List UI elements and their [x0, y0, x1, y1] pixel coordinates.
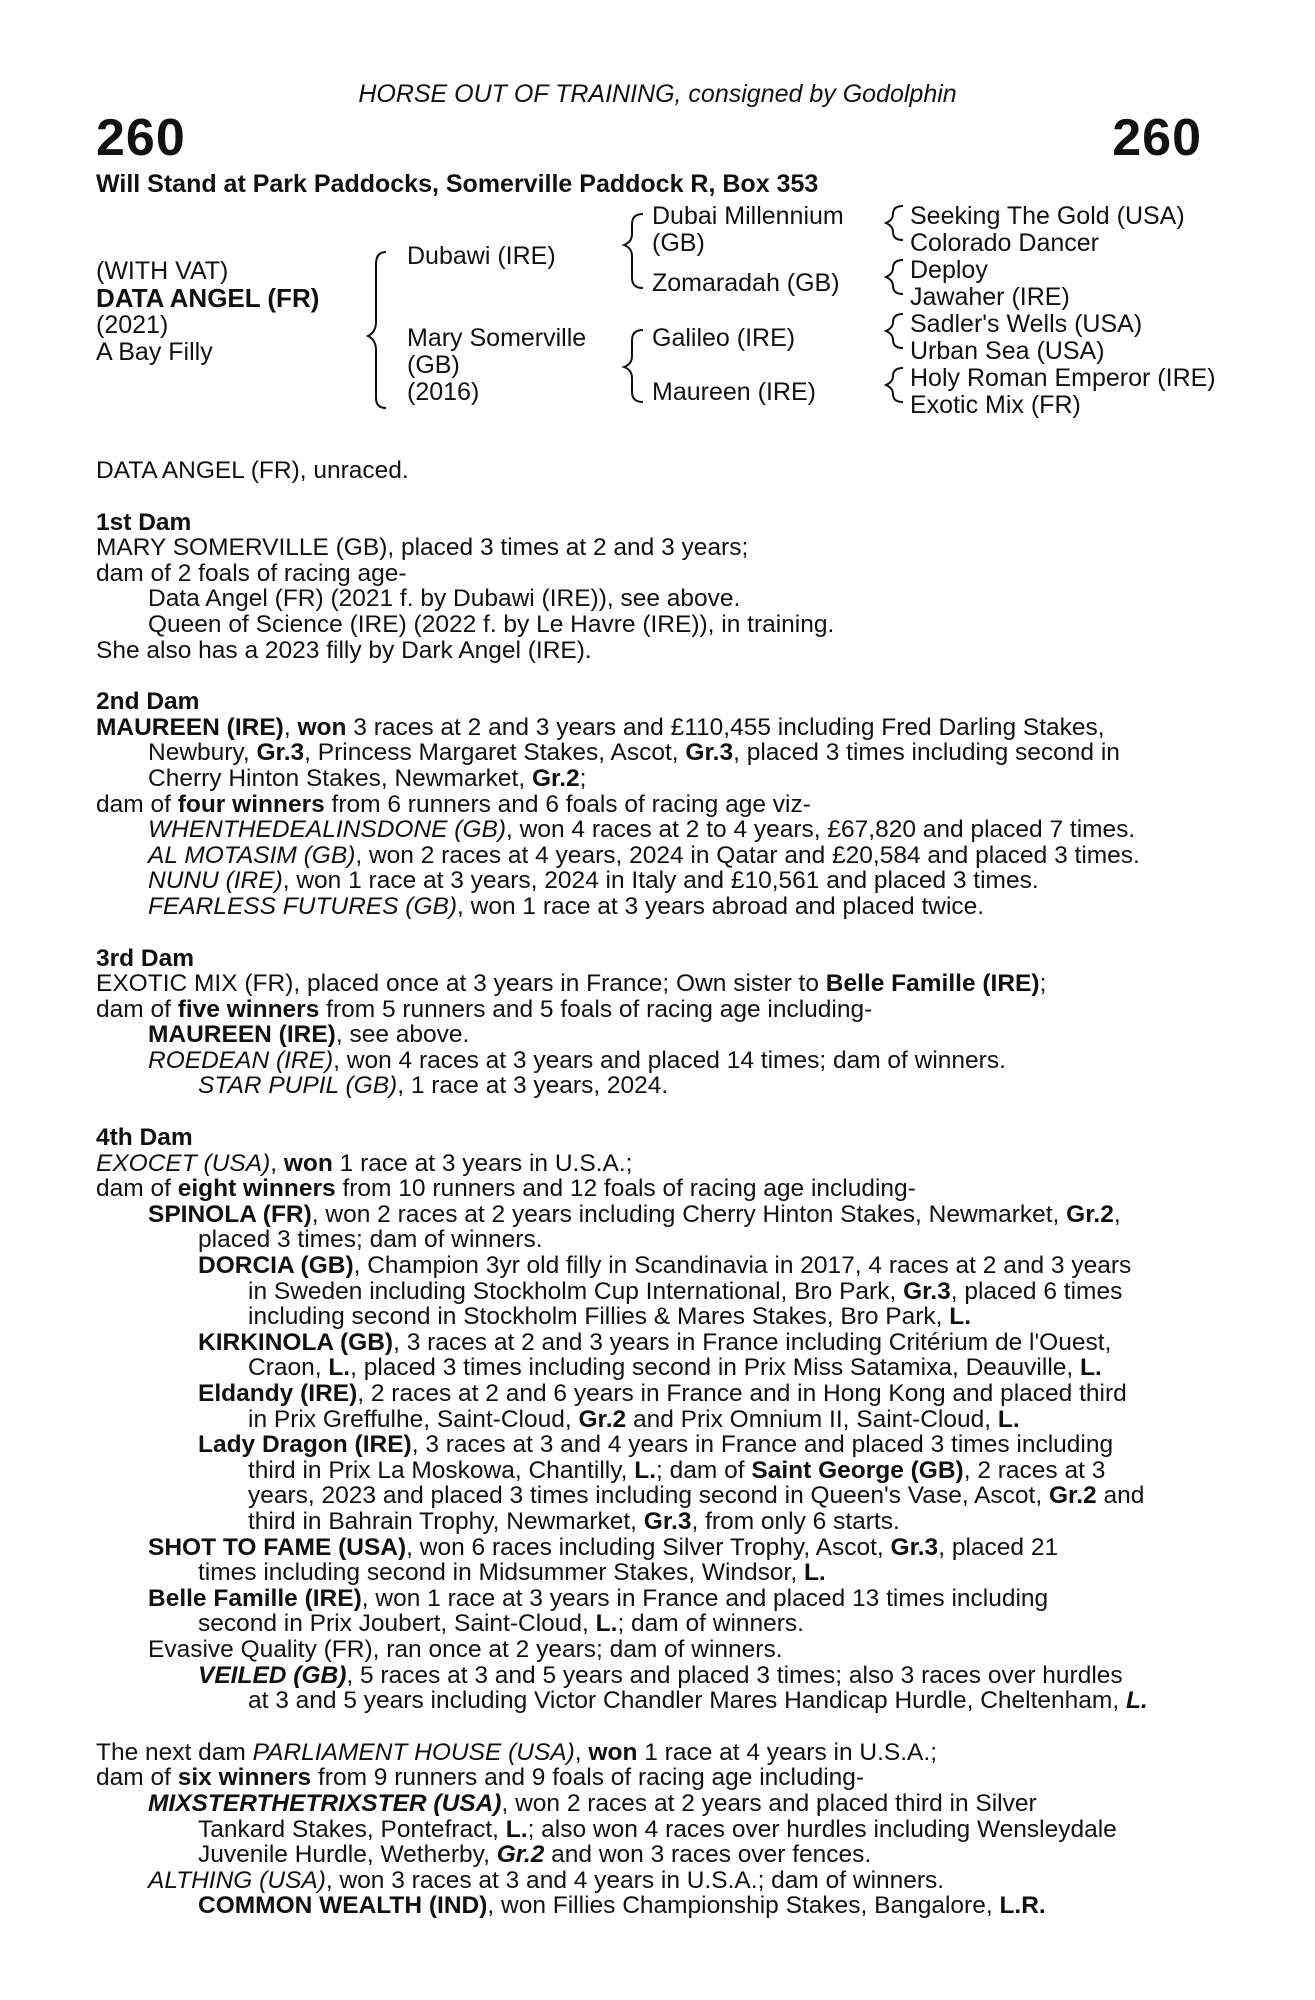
- text-run: dam of: [96, 1764, 178, 1792]
- text-run: third in Bahrain Trophy, Newmarket,: [248, 1507, 644, 1535]
- text-run: dam of: [96, 1175, 178, 1203]
- fourth-dam-line: [96, 1151, 1216, 1177]
- fourth-dam-grandproduce: [96, 1432, 1216, 1458]
- grade-label: Gr.3: [685, 739, 734, 767]
- text-run: , won 1 race at 3 years, 2024 in Italy and £10,561 and placed 3 times.: [282, 867, 1039, 895]
- first-dam-heading: 1st Dam: [96, 508, 192, 536]
- horse-name: DATA ANGEL (FR): [96, 283, 320, 313]
- intro-line: DATA ANGEL (FR), unraced.: [96, 457, 409, 484]
- horse-name: VEILED (GB): [198, 1661, 347, 1689]
- text-run: , won 6 races including Silver Trophy, Ascot,: [406, 1533, 891, 1561]
- grade-label: Gr.3: [903, 1277, 951, 1305]
- grade-label: Gr.3: [890, 1533, 939, 1561]
- fourth-dam-grandproduce: [96, 1663, 1216, 1689]
- fourth-dam-grandproduce-cont: [96, 1355, 1216, 1381]
- text-run: second in Prix Joubert, Saint-Cloud,: [198, 1610, 596, 1638]
- grade-label: L.: [1125, 1687, 1148, 1715]
- text-run: and won 3 races over fences.: [544, 1841, 872, 1869]
- horse-name: SHOT TO FAME (USA): [148, 1533, 407, 1561]
- horse-description: A Bay Filly: [96, 338, 213, 366]
- fourth-dam-grandproduce-cont: [96, 1483, 1216, 1509]
- text-run: ;: [579, 764, 587, 792]
- next-dam-produce: [96, 1791, 1216, 1817]
- fourth-dam-grandproduce: [96, 1330, 1216, 1356]
- text-run: , placed 6 times: [950, 1277, 1123, 1305]
- horse-name: STAR PUPIL (GB): [198, 1072, 398, 1100]
- pedigree-sire-sire-line2: (GB): [652, 229, 705, 257]
- text-run: , won 1 race at 3 years in France and placed 13 times including: [361, 1584, 1049, 1612]
- fourth-dam-grandproduce-cont: [96, 1407, 1216, 1433]
- text-run: EXOTIC MIX (FR), placed once at 3 years in France; Own sister to: [96, 970, 826, 998]
- fourth-dam-grandproduce-cont: [96, 1509, 1216, 1535]
- pedigree-sire: Dubawi (IRE): [407, 242, 556, 270]
- text-run: , 5 races at 3 and 5 years and placed 3 times; also 3 races over hurdles: [346, 1661, 1123, 1689]
- pedigree-gen3-5: Sadler's Wells (USA): [910, 310, 1143, 338]
- horse-name: Lady Dragon (IRE): [198, 1431, 412, 1459]
- first-dam-line: dam of 2 foals of racing age-: [96, 559, 407, 587]
- fourth-dam-produce-cont: [96, 1611, 1216, 1637]
- text-run: dam of: [96, 995, 178, 1023]
- text-run: ,: [574, 1738, 589, 1766]
- horse-name: KIRKINOLA (GB): [198, 1328, 394, 1356]
- second-dam-heading: 2nd Dam: [96, 688, 200, 716]
- horse-name: Belle Famille (IRE): [148, 1584, 362, 1612]
- fourth-dam-produce: Evasive Quality (FR), ran once at 2 years; dam of winners.: [148, 1635, 783, 1663]
- won-label: won: [297, 713, 347, 741]
- text-run: , Champion 3yr old filly in Scandinavia in 2017, 4 races at 2 and 3 years: [353, 1252, 1132, 1280]
- won-label: won: [283, 1149, 333, 1177]
- text-run: including second in Stockholm Fillies & Mares Stakes, Bro Park,: [248, 1303, 950, 1331]
- text-run: , won 2 races at 2 years and placed third in Silver: [501, 1789, 1037, 1817]
- grade-label: Gr.2: [1048, 1482, 1097, 1510]
- text-run: , won 4 races at 2 to 4 years, £67,820 and placed 7 times.: [506, 816, 1136, 844]
- text-run: , won 1 race at 3 years abroad and placed twice.: [457, 892, 985, 920]
- text-run: 3 races at 2 and 3 years and £110,455 including Fred Darling Stakes,: [346, 713, 1105, 741]
- grade-label: L.: [1080, 1354, 1102, 1382]
- next-dam-produce-cont: [96, 1817, 1216, 1843]
- second-dam-line: [96, 740, 1216, 766]
- fourth-dam-grandproduce-cont: [96, 1304, 1216, 1330]
- fourth-dam-grandproduce-cont: [96, 1688, 1216, 1714]
- third-dam-produce: [96, 1073, 1216, 1099]
- first-dam-produce: Queen of Science (IRE) (2022 f. by Le Havre (IRE)), in training.: [148, 610, 835, 638]
- fourth-dam-line: [96, 1176, 1216, 1202]
- grade-label: Gr.2: [531, 764, 580, 792]
- grade-label: L.: [634, 1456, 657, 1484]
- grade-label: L.: [997, 1405, 1020, 1433]
- text-run: 1 race at 4 years in U.S.A.;: [637, 1738, 937, 1766]
- pedigree-dam-line2: (GB): [407, 351, 460, 379]
- text-run: , won 2 races at 4 years, 2024 in Qatar and £20,584 and placed 3 times.: [355, 841, 1140, 869]
- grade-label: L.: [505, 1815, 528, 1843]
- grade-label: Gr.3: [643, 1507, 692, 1535]
- first-dam-line: MARY SOMERVILLE (GB), placed 3 times at 2 and 3 years;: [96, 534, 749, 562]
- horse-year: (2021): [96, 311, 169, 339]
- horse-name: ROEDEAN (IRE): [148, 1046, 334, 1074]
- text-run: dam of: [96, 790, 178, 818]
- lot-number-left: 260: [96, 109, 186, 167]
- horse-name: FEARLESS FUTURES (GB): [148, 892, 458, 920]
- text-run: , 2 races at 2 and 6 years in France and in Hong Kong and placed third: [357, 1380, 1127, 1407]
- text-run: , won 4 races at 3 years and placed 14 times; dam of winners.: [333, 1046, 1006, 1074]
- page-header-title: HORSE OUT OF TRAINING, consigned by Godolphin: [358, 80, 957, 108]
- grade-label: L.: [595, 1610, 618, 1638]
- text-run: ; dam of: [656, 1456, 752, 1484]
- horse-name: MAUREEN (IRE): [96, 713, 284, 741]
- text-run: ,: [270, 1149, 284, 1177]
- horse-name: SPINOLA (FR): [148, 1200, 312, 1228]
- horse-name: Eldandy (IRE): [198, 1380, 358, 1407]
- text-run: , placed 3 times including second in: [733, 739, 1120, 767]
- won-label: won: [588, 1738, 638, 1766]
- text-run: in Prix Greffulhe, Saint-Cloud,: [248, 1405, 579, 1433]
- next-dam-produce: [96, 1868, 1216, 1894]
- horse-name: Belle Famille (IRE): [825, 970, 1040, 998]
- fourth-dam-heading: 4th Dam: [96, 1124, 193, 1152]
- pedigree-dam-sire: Galileo (IRE): [652, 324, 796, 352]
- fourth-dam-produce: [96, 1535, 1216, 1561]
- fourth-dam-grandproduce: [96, 1381, 1216, 1407]
- horse-name: MIXSTERTHETRIXSTER (USA): [148, 1789, 502, 1817]
- second-dam-produce: [96, 868, 1216, 894]
- third-dam-heading: 3rd Dam: [96, 944, 195, 972]
- horse-name: Saint George (GB): [751, 1456, 964, 1484]
- text-run: ;: [1039, 970, 1047, 998]
- second-dam-produce: [96, 817, 1216, 843]
- pedigree-dam-line3: (2016): [407, 378, 480, 406]
- horse-name: MAUREEN (IRE): [148, 1021, 336, 1049]
- pedigree-gen3-3: Deploy: [910, 256, 988, 284]
- text-run: , from only 6 starts.: [691, 1507, 900, 1535]
- text-run: from 6 runners and 6 foals of racing age viz-: [324, 790, 811, 818]
- third-dam-produce: [96, 1048, 1216, 1074]
- text-run: from 5 runners and 5 foals of racing age including-: [319, 995, 873, 1023]
- next-dam-line: [96, 1765, 1216, 1791]
- text-run: The next dam: [96, 1738, 253, 1766]
- pedigree-dam-dam: Maureen (IRE): [652, 378, 816, 406]
- grade-label: L.: [949, 1303, 972, 1331]
- third-dam-line: [96, 997, 1216, 1023]
- grade-label: Gr.2: [496, 1841, 545, 1869]
- text-run: 1 race at 3 years in U.S.A.;: [332, 1149, 633, 1177]
- lot-number-right: 260: [1112, 109, 1202, 167]
- text-run: , see above.: [335, 1021, 470, 1049]
- grade-label: Gr.3: [256, 739, 305, 767]
- pedigree-gen3-8: Exotic Mix (FR): [910, 391, 1081, 419]
- vat-note: (WITH VAT): [96, 257, 229, 285]
- first-dam-line: She also has a 2023 filly by Dark Angel (IRE).: [96, 636, 592, 664]
- text-run: from 9 runners and 9 foals of racing age including-: [311, 1764, 865, 1792]
- text-run: in Sweden including Stockholm Cup International, Bro Park,: [248, 1277, 904, 1305]
- fourth-dam-produce: [96, 1202, 1216, 1228]
- second-dam-produce: [96, 894, 1216, 920]
- text-run: Craon,: [248, 1354, 329, 1382]
- text-run: years, 2023 and placed 3 times including second in Queen's Vase, Ascot,: [248, 1482, 1049, 1510]
- horse-name: WHENTHEDEALINSDONE (GB): [148, 816, 507, 844]
- fourth-dam-produce-cont: [96, 1560, 1216, 1586]
- fourth-dam-grandproduce-cont: [96, 1458, 1216, 1484]
- horse-name: COMMON WEALTH (IND): [198, 1892, 488, 1920]
- text-run: from 10 runners and 12 foals of racing age including-: [335, 1175, 916, 1203]
- pedigree-gen3-2: Colorado Dancer: [910, 229, 1099, 257]
- pedigree-gen3-7: Holy Roman Emperor (IRE): [910, 364, 1216, 392]
- text-run: ,: [1113, 1200, 1121, 1228]
- catalogue-body: [96, 458, 1216, 1919]
- horse-name: PARLIAMENT HOUSE (USA): [252, 1738, 575, 1766]
- next-dam-line: [96, 1740, 1216, 1766]
- text-run: , won Fillies Championship Stakes, Bangalore,: [487, 1892, 1000, 1920]
- second-dam-produce: [96, 843, 1216, 869]
- pedigree-sire-sire-line1: Dubai Millennium: [652, 202, 844, 230]
- grade-label: Gr.2: [578, 1405, 627, 1433]
- grade-label: Gr.2: [1066, 1200, 1114, 1228]
- first-dam-produce: Data Angel (FR) (2021 f. by Dubawi (IRE)), see above.: [148, 585, 741, 613]
- text-run: and: [1096, 1482, 1145, 1510]
- third-dam-produce: [96, 1022, 1216, 1048]
- winners-count: six winners: [177, 1764, 312, 1792]
- horse-name: AL MOTASIM (GB): [148, 841, 356, 869]
- text-run: , 3 races at 3 and 4 years in France and placed 3 times including: [411, 1431, 1114, 1459]
- grade-label: L.: [328, 1354, 351, 1382]
- fourth-dam-produce: [96, 1586, 1216, 1612]
- horse-name: NUNU (IRE): [148, 867, 283, 895]
- text-run: Juvenile Hurdle, Wetherby,: [198, 1841, 497, 1869]
- pedigree-gen3-4: Jawaher (IRE): [910, 283, 1070, 311]
- text-run: ; dam of winners.: [617, 1610, 804, 1638]
- horse-name: EXOCET (USA): [96, 1149, 271, 1177]
- winners-count: eight winners: [177, 1175, 336, 1203]
- text-run: Cherry Hinton Stakes, Newmarket,: [148, 764, 532, 792]
- text-run: , 3 races at 2 and 3 years in France including Critérium de l'Ouest,: [393, 1328, 1112, 1356]
- text-run: ; also won 4 races over hurdles including Wensleydale: [527, 1815, 1117, 1843]
- second-dam-line: [96, 766, 1216, 792]
- pedigree-dam-line1: Mary Somerville: [407, 324, 587, 352]
- text-run: times including second in Midsummer Stakes, Windsor,: [198, 1559, 804, 1587]
- next-dam-produce-cont: [96, 1842, 1216, 1868]
- second-dam-line: [96, 792, 1216, 818]
- pedigree-gen3-6: Urban Sea (USA): [910, 337, 1105, 365]
- winners-count: four winners: [177, 790, 325, 818]
- pedigree-sire-dam: Zomaradah (GB): [652, 269, 840, 297]
- text-run: third in Prix La Moskowa, Chantilly,: [248, 1456, 635, 1484]
- third-dam-line: [96, 971, 1216, 997]
- text-run: , Princess Margaret Stakes, Ascot,: [304, 739, 686, 767]
- text-run: Newbury,: [148, 739, 257, 767]
- text-run: and Prix Omnium II, Saint-Cloud,: [626, 1405, 998, 1433]
- text-run: , placed 3 times including second in Prix Miss Satamixa, Deauville,: [350, 1354, 1081, 1382]
- grade-label: L.: [803, 1559, 826, 1587]
- fourth-dam-produce-cont: placed 3 times; dam of winners.: [198, 1226, 543, 1254]
- text-run: , won 2 races at 2 years including Cherry Hinton Stakes, Newmarket,: [311, 1200, 1067, 1228]
- text-run: , placed 21: [938, 1533, 1059, 1561]
- text-run: , won 3 races at 3 and 4 years in U.S.A.; dam of winners.: [325, 1866, 945, 1894]
- fourth-dam-grandproduce-cont: [96, 1279, 1216, 1305]
- fourth-dam-grandproduce: [96, 1253, 1216, 1279]
- next-dam-grandproduce: [96, 1893, 1216, 1919]
- stand-location: Will Stand at Park Paddocks, Somerville Paddock R, Box 353: [96, 170, 819, 198]
- second-dam-line: MAUREEN (IRE), won 3 races at 2 and 3 years and £110,455 including Fred Darling Stakes,: [96, 713, 1105, 741]
- grade-label: L.R.: [999, 1892, 1046, 1920]
- text-run: Tankard Stakes, Pontefract,: [198, 1815, 506, 1843]
- text-run: at 3 and 5 years including Victor Chandler Mares Handicap Hurdle, Cheltenham,: [248, 1687, 1126, 1715]
- text-run: , 2 races at 3: [963, 1456, 1106, 1484]
- winners-count: five winners: [177, 995, 320, 1023]
- text-run: , 1 race at 3 years, 2024.: [397, 1072, 669, 1100]
- horse-name: DORCIA (GB): [198, 1252, 354, 1280]
- pedigree-gen3-1: Seeking The Gold (USA): [910, 202, 1185, 230]
- horse-name: ALTHING (USA): [148, 1866, 326, 1894]
